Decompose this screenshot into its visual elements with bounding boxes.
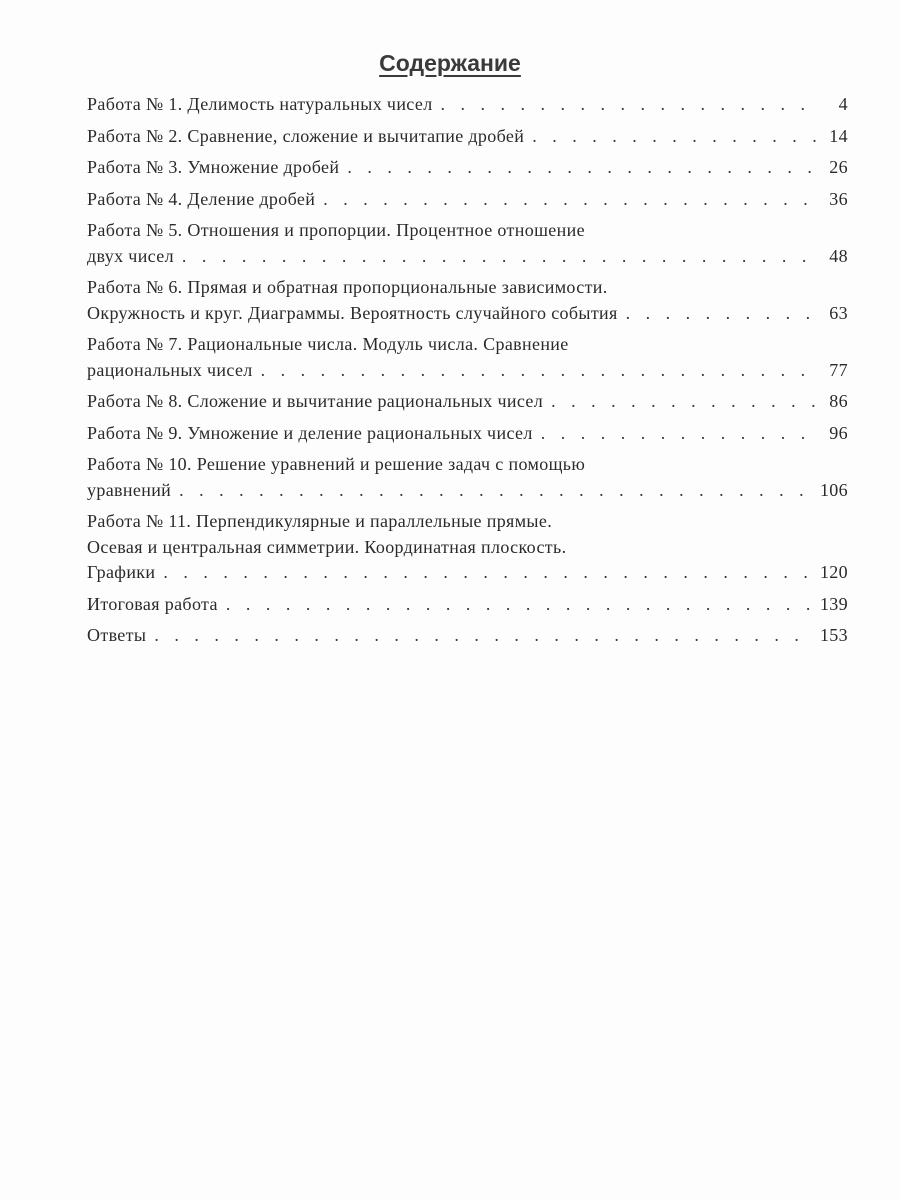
toc-entry xyxy=(87,452,848,503)
toc-entry-text: двух чисел xyxy=(87,245,174,266)
title-text: Содержание xyxy=(379,50,521,76)
toc-entry-text: Ответы xyxy=(87,625,147,645)
toc-page-number: 48 xyxy=(829,245,848,266)
toc-page-number: 153 xyxy=(819,625,848,645)
toc-page-number: 36 xyxy=(829,188,848,209)
toc-entry xyxy=(87,275,848,326)
toc-entry-text: Графики xyxy=(87,562,156,582)
toc-entry-line: Работа № 5. Отношения и пропорции. Процентное отношение xyxy=(87,220,585,240)
dot-leader xyxy=(347,155,818,181)
toc-entry-text: Работа № 1. Делимость натуральных чисел xyxy=(87,94,433,114)
dot-leader xyxy=(541,421,818,447)
toc-entry-last-line xyxy=(87,358,848,384)
toc-entry xyxy=(87,124,848,150)
toc-page-number: 4 xyxy=(838,94,848,114)
toc-page-number: 63 xyxy=(829,302,848,323)
toc-page-number: 106 xyxy=(819,479,848,500)
toc-page-number: 26 xyxy=(829,157,848,177)
toc-entry-text: Работа № 4. Деление дробей xyxy=(87,188,316,209)
dot-leader xyxy=(626,301,818,327)
toc-entry-text: Работа № 9. Умножение и деление рациональных чисел xyxy=(87,422,533,443)
toc-entry xyxy=(87,155,848,181)
toc-entry xyxy=(87,218,848,269)
toc-page-number: 139 xyxy=(819,593,848,614)
toc-entry-text: Работа № 3. Умножение дробей xyxy=(87,157,340,177)
dot-leader xyxy=(441,92,818,118)
dot-leader xyxy=(154,623,814,649)
toc-entry-text: уравнений xyxy=(87,479,172,500)
toc-entry-last-line xyxy=(87,244,848,270)
toc-entry-last-line xyxy=(87,389,848,415)
table-of-contents xyxy=(87,92,848,655)
toc-entry-last-line xyxy=(87,155,848,181)
dot-leader xyxy=(261,358,818,384)
toc-entry xyxy=(87,389,848,415)
toc-page-number: 14 xyxy=(829,125,848,146)
dot-leader xyxy=(182,244,818,270)
toc-entry xyxy=(87,187,848,213)
toc-entry-line: Работа № 11. Перпендикулярные и параллельные прямые. xyxy=(87,511,553,531)
toc-entry xyxy=(87,592,848,618)
toc-entry-text: Работа № 8. Сложение и вычитание рациональных чисел xyxy=(87,391,544,411)
dot-leader xyxy=(179,478,814,504)
dot-leader xyxy=(226,592,814,618)
toc-entry xyxy=(87,332,848,383)
toc-entry xyxy=(87,421,848,447)
toc-entry-last-line xyxy=(87,124,848,150)
toc-entry-text: Итоговая работа xyxy=(87,593,218,614)
toc-entry-line: Работа № 7. Рациональные числа. Модуль числа. Сравнение xyxy=(87,334,569,354)
toc-entry-last-line xyxy=(87,187,848,213)
toc-entry-last-line xyxy=(87,478,848,504)
toc-entry-last-line xyxy=(87,301,848,327)
toc-entry-last-line xyxy=(87,421,848,447)
toc-entry-line: Работа № 10. Решение уравнений и решение задач с помощью xyxy=(87,454,586,474)
page-title xyxy=(0,50,900,77)
toc-page-number: 77 xyxy=(829,359,848,380)
toc-entry-last-line xyxy=(87,92,848,118)
toc-entry-last-line xyxy=(87,592,848,618)
dot-leader xyxy=(551,389,818,415)
toc-entry-line: Работа № 6. Прямая и обратная пропорциональные зависимости. xyxy=(87,277,608,297)
toc-page-number: 120 xyxy=(819,562,848,582)
toc-entry-text: рациональных чисел xyxy=(87,359,253,380)
toc-entry-last-line xyxy=(87,623,848,649)
toc-entry-last-line xyxy=(87,560,848,586)
toc-entry-text: Работа № 2. Сравнение, сложение и вычитапие дробей xyxy=(87,125,525,146)
dot-leader xyxy=(323,187,818,213)
toc-entry-text: Окружность и круг. Диаграммы. Вероятность случайного события xyxy=(87,302,618,323)
dot-leader xyxy=(163,560,814,586)
toc-entry-line: Осевая и центральная симметрии. Координатная плоскость. xyxy=(87,536,567,557)
toc-page-number: 86 xyxy=(829,391,848,411)
toc-page-number: 96 xyxy=(829,422,848,443)
toc-entry xyxy=(87,623,848,649)
dot-leader xyxy=(532,124,818,150)
toc-entry xyxy=(87,92,848,118)
toc-entry xyxy=(87,509,848,586)
